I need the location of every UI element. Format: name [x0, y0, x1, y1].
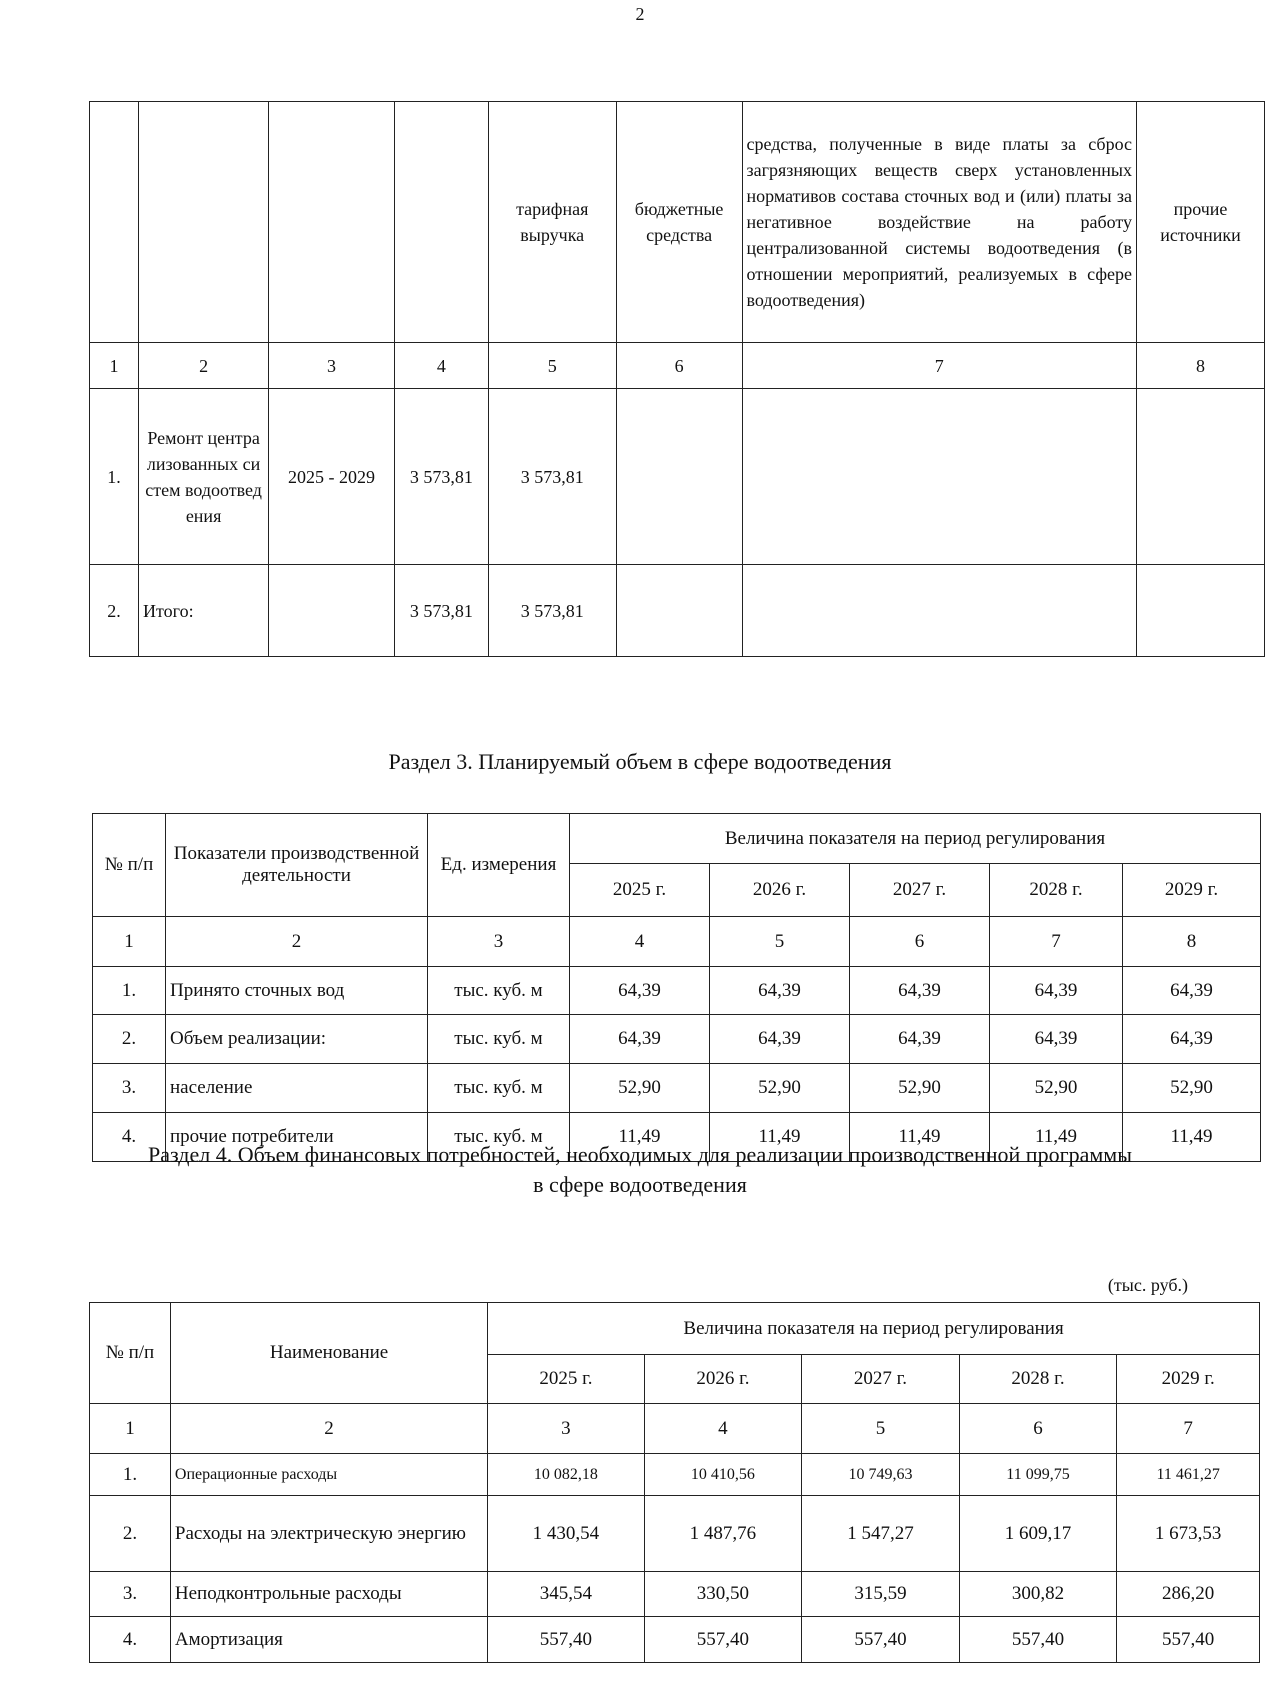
header-year: 2028 г.	[959, 1355, 1117, 1404]
row-value: 64,39	[850, 1015, 990, 1064]
row-value: 11,49	[990, 1113, 1123, 1162]
col-number: 5	[802, 1404, 960, 1454]
row-value: 64,39	[710, 967, 850, 1015]
col-number: 8	[1137, 343, 1265, 389]
header-unit: Ед. измерения	[428, 814, 570, 917]
row-value: 557,40	[488, 1617, 644, 1663]
col-number: 7	[1117, 1404, 1260, 1454]
row-value: 10 410,56	[644, 1454, 802, 1496]
row-value: 52,90	[570, 1064, 710, 1113]
row-value: 1 673,53	[1117, 1496, 1260, 1572]
row-number: 4.	[93, 1113, 166, 1162]
column-number-row	[90, 343, 1265, 389]
header-other-sources: прочие источники	[1137, 102, 1265, 343]
col-number: 1	[90, 1404, 171, 1454]
col-number: 6	[616, 343, 742, 389]
col-number: 6	[959, 1404, 1117, 1454]
row-name: население	[166, 1064, 428, 1113]
header-year: 2028 г.	[990, 864, 1123, 917]
row-number: 1.	[90, 1454, 171, 1496]
col-number: 5	[710, 917, 850, 967]
row-period: 2025 - 2029	[269, 389, 395, 565]
col-number: 5	[488, 343, 616, 389]
row-value: 52,90	[1123, 1064, 1261, 1113]
row-value: 557,40	[802, 1617, 960, 1663]
row-value: 11,49	[570, 1113, 710, 1162]
row-value: 10 749,63	[802, 1454, 960, 1496]
col-number: 3	[488, 1404, 644, 1454]
header-year: 2029 г.	[1123, 864, 1261, 917]
header-year: 2026 г.	[710, 864, 850, 917]
row-value: 64,39	[570, 967, 710, 1015]
col-number: 7	[742, 343, 1137, 389]
row-value: 52,90	[710, 1064, 850, 1113]
row-value: 286,20	[1117, 1572, 1260, 1617]
row-unit: тыс. куб. м	[428, 1113, 570, 1162]
row-value: 11 099,75	[959, 1454, 1117, 1496]
header-year: 2027 г.	[850, 864, 990, 917]
table-row	[93, 1064, 1261, 1113]
header-year: 2025 г.	[488, 1355, 644, 1404]
row-value: 315,59	[802, 1572, 960, 1617]
header-no: № п/п	[93, 814, 166, 917]
row-name: Операционные расходы	[170, 1454, 487, 1496]
col-number: 2	[139, 343, 269, 389]
header-name: Наименование	[170, 1303, 487, 1404]
row-value: 11,49	[1123, 1113, 1261, 1162]
table-row	[90, 1572, 1260, 1617]
column-number-row	[90, 1404, 1260, 1454]
table-header-row	[90, 102, 1265, 343]
row-number: 3.	[90, 1572, 171, 1617]
row-name: Принято сточных вод	[166, 967, 428, 1015]
row-value: 1 609,17	[959, 1496, 1117, 1572]
header-indicator: Показатели производственной деятельности	[166, 814, 428, 917]
row-value: 1 487,76	[644, 1496, 802, 1572]
table-row	[90, 1617, 1260, 1663]
page-number: 2	[635, 4, 645, 24]
row-name: Неподконтрольные расходы	[170, 1572, 487, 1617]
table-row	[93, 967, 1261, 1015]
column-number-row	[93, 917, 1261, 967]
table-row	[90, 389, 1265, 565]
header-pollution-fees: средства, полученные в виде платы за сброс загрязняющих веществ сверх установленных нормативов состава сточных вод и (или) платы за негативное воздействие на работу централизованной системы водоотведения (в отношении мероприятий, реализуемых в сфере водоотведения)	[742, 102, 1137, 343]
row-value: 64,39	[990, 1015, 1123, 1064]
volume-table	[92, 813, 1261, 1162]
header-no: № п/п	[90, 1303, 171, 1404]
row-value: 557,40	[1117, 1617, 1260, 1663]
row-name: Итого:	[139, 565, 269, 657]
finance-table	[89, 1302, 1260, 1663]
header-year: 2027 г.	[802, 1355, 960, 1404]
row-value: 64,39	[570, 1015, 710, 1064]
row-value: 64,39	[710, 1015, 850, 1064]
table-row	[93, 1015, 1261, 1064]
table-row	[90, 1496, 1260, 1572]
row-total: 3 573,81	[394, 565, 488, 657]
row-value: 330,50	[644, 1572, 802, 1617]
row-value: 11 461,27	[1117, 1454, 1260, 1496]
header-period: Величина показателя на период регулирования	[570, 814, 1261, 864]
header-budget-funds: бюджетные средства	[616, 102, 742, 343]
row-name: прочие потребители	[166, 1113, 428, 1162]
header-year: 2029 г.	[1117, 1355, 1260, 1404]
col-number: 4	[570, 917, 710, 967]
row-number: 2.	[93, 1015, 166, 1064]
row-value: 1 430,54	[488, 1496, 644, 1572]
table-header-row	[90, 1303, 1260, 1355]
section4-title-line2: в сфере водоотведения	[533, 1172, 747, 1197]
row-unit: тыс. куб. м	[428, 1064, 570, 1113]
row-number: 1.	[90, 389, 139, 565]
col-number: 2	[166, 917, 428, 967]
row-period	[269, 565, 395, 657]
header-period: Величина показателя на период регулирования	[488, 1303, 1260, 1355]
row-value: 10 082,18	[488, 1454, 644, 1496]
header-tariff-revenue: тарифная выручка	[488, 102, 616, 343]
row-number: 1.	[93, 967, 166, 1015]
row-unit: тыс. куб. м	[428, 967, 570, 1015]
row-name: Объем реализации:	[166, 1015, 428, 1064]
row-unit: тыс. куб. м	[428, 1015, 570, 1064]
row-name: Амортизация	[170, 1617, 487, 1663]
row-value: 557,40	[959, 1617, 1117, 1663]
unit-note: (тыс. руб.)	[1107, 1275, 1188, 1295]
row-name: Расходы на электрическую энергию	[170, 1496, 487, 1572]
col-number: 7	[990, 917, 1123, 967]
col-number: 3	[269, 343, 395, 389]
col-number: 1	[93, 917, 166, 967]
row-number: 4.	[90, 1617, 171, 1663]
table-header-row	[93, 814, 1261, 864]
row-number: 2.	[90, 565, 139, 657]
col-number: 4	[644, 1404, 802, 1454]
header-year: 2025 г.	[570, 864, 710, 917]
row-value: 11,49	[850, 1113, 990, 1162]
col-number: 1	[90, 343, 139, 389]
col-number: 6	[850, 917, 990, 967]
row-value: 52,90	[990, 1064, 1123, 1113]
row-value: 300,82	[959, 1572, 1117, 1617]
row-value: 52,90	[850, 1064, 990, 1113]
row-value: 64,39	[1123, 1015, 1261, 1064]
col-number: 2	[170, 1404, 487, 1454]
investment-table	[89, 101, 1265, 657]
row-value: 64,39	[1123, 967, 1261, 1015]
section3-title: Раздел 3. Планируемый объем в сфере водоотведения	[388, 749, 892, 774]
row-total: 3 573,81	[394, 389, 488, 565]
row-value: 345,54	[488, 1572, 644, 1617]
section4-title-line1: Раздел 4. Объем финансовых потребностей, необходимых для реализации производственной программы	[147, 1142, 1132, 1167]
row-number: 3.	[93, 1064, 166, 1113]
row-tariff: 3 573,81	[488, 389, 616, 565]
col-number: 4	[394, 343, 488, 389]
row-number: 2.	[90, 1496, 171, 1572]
row-value: 64,39	[850, 967, 990, 1015]
header-year: 2026 г.	[644, 1355, 802, 1404]
row-value: 557,40	[644, 1617, 802, 1663]
row-value: 64,39	[990, 967, 1123, 1015]
table-row	[90, 565, 1265, 657]
col-number: 8	[1123, 917, 1261, 967]
row-value: 11,49	[710, 1113, 850, 1162]
col-number: 3	[428, 917, 570, 967]
row-tariff: 3 573,81	[488, 565, 616, 657]
table-row	[90, 1454, 1260, 1496]
row-name: Ремонт централизованных систем водоотведения	[139, 389, 269, 565]
row-value: 1 547,27	[802, 1496, 960, 1572]
